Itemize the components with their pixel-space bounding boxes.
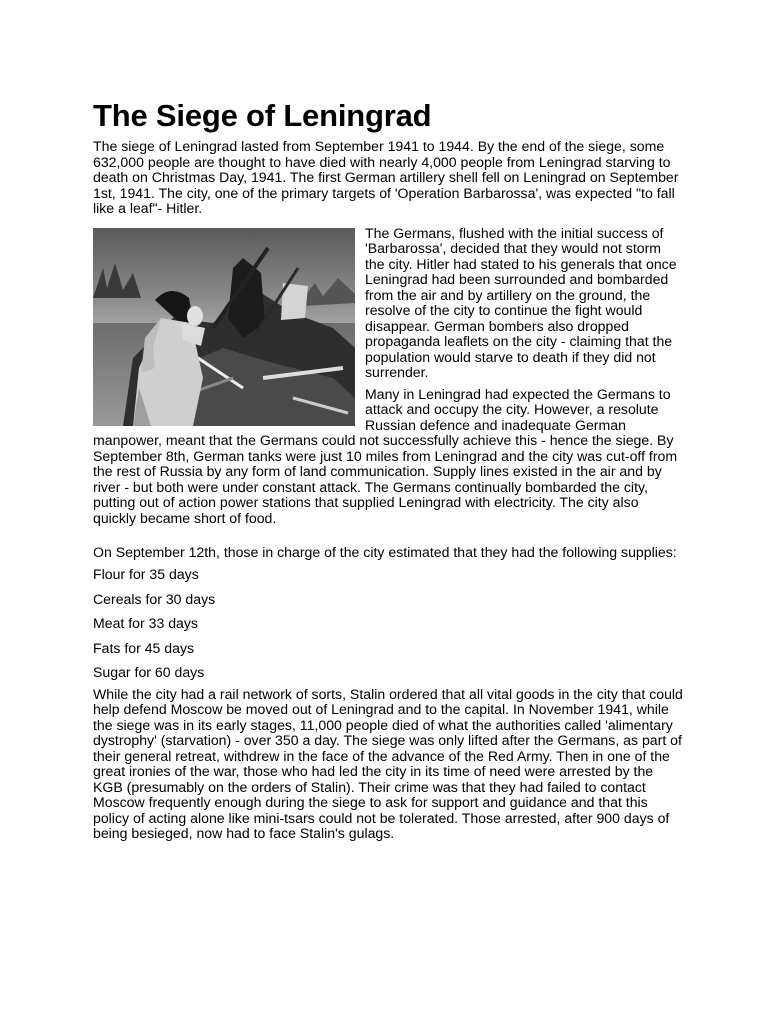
- supplies-list: [93, 562, 683, 685]
- document-page: [93, 96, 683, 842]
- intro-paragraph: The siege of Leningrad lasted from September 1941 to 1944. By the end of the siege, some 632,000 people are thought to have died with nearly 4,000 people from Leningrad starving to death on Christmas Day, 1941. The first German artillery shell fell on Leningrad on September 1st, 1941. The city, one of the primary targets of 'Operation Barbarossa', was expected "to fall like a leaf"- Hitler.: [93, 138, 679, 216]
- supply-item: Meat for 33 days: [93, 615, 198, 631]
- supply-item: Cereals for 30 days: [93, 590, 216, 607]
- supply-item: Sugar for 60 days: [93, 664, 205, 680]
- many-paragraph: Many in Leningrad had expected the Germans to attack and occupy the city. However, a resolute Russian defence and inadequate German manpower, meant that the Germans could not successfully achieve this - hence the siege. By September 8th, German tanks were just 10 miles from Leningrad and the city was cut-off from the rest of Russia by any form of land communication. Supply lines existed in the air and by river - but both were under constant attack. The Germans continually bombarded the city, putting out of action power stations that supplied Leningrad with electricity. The city also quickly became short of food.: [93, 385, 678, 526]
- supply-item: Fats for 45 days: [93, 639, 195, 656]
- final-paragraph: While the city had a rail network of sorts, Stalin ordered that all vital goods in the city that could help defend Moscow be moved out of Leningrad and to the capital. In November 1941, while the siege was in its early stages, 11,000 people died of what the authorities called 'alimentary dystrophy' (starvation) - over 350 a day. The siege was only lifted after the Germans, as part of their general retreat, withdrew in the face of the advance of the Red Army. Then in one of the great ironies of the war, those who had led the city in its time of need were arrested by the KGB (presumably on the orders of Stalin). Their crime was that they had failed to contact Moscow frequently enough during the siege to ask for support and guidance and that this policy of acting alone like mini-tsars could not be tolerated. Those arrested, after 900 days of being besieged, now had to face Stalin's gulags.: [93, 685, 683, 841]
- supplies-intro: On September 12th, those in charge of the city estimated that they had the following supplies:: [93, 544, 677, 560]
- supply-item: Flour for 35 days: [93, 566, 199, 582]
- germans-paragraph: The Germans, flushed with the initial success of 'Barbarossa', decided that they would not storm the city. Hitler had stated to his generals that once Leningrad had been surrounded and bombarded from the air and by artillery on the ground, the resolve of the city to continue the fight would disappear. German bombers also dropped propaganda leaflets on the city - claiming that the population would starve to death if they did not surrender.: [365, 224, 677, 380]
- photo-section: [93, 226, 683, 527]
- siege-photograph: [93, 228, 355, 426]
- page-title: The Siege of Leningrad: [93, 98, 432, 133]
